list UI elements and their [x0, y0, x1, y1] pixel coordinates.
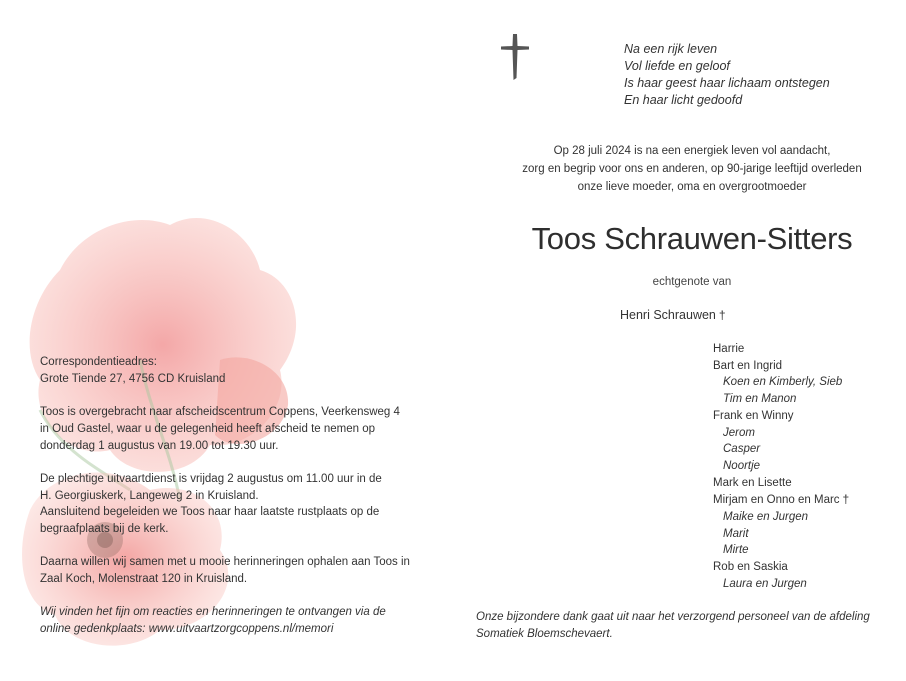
announcement — [480, 142, 904, 196]
family-member: Bart en Ingrid — [713, 359, 783, 372]
deceased-name: Toos Schrauwen-Sitters — [531, 221, 853, 256]
grandchild: Marit — [723, 527, 749, 540]
poem-line: Is haar geest haar lichaam ontstegen — [624, 76, 830, 90]
grandchild: Tim en Manon — [723, 393, 797, 406]
grandchild: Casper — [723, 443, 761, 456]
info-line: donderdag 1 augustus van 19.00 tot 19.30 uur. — [40, 439, 279, 452]
grandchild: Noortje — [723, 459, 761, 472]
announcement-line: zorg en begrip voor ons en anderen, op 90-jarige leeftijd overleden — [522, 163, 862, 175]
grandchild: Laura en Jurgen — [723, 577, 807, 590]
info-line: Correspondentieadres: — [40, 356, 157, 368]
grandchild: Maike en Jurgen — [723, 511, 809, 524]
spouse-label: echtgenote van — [652, 276, 732, 288]
info-line: online gedenkplaats: www.uitvaartzorgcoppens.nl/memori — [40, 623, 334, 636]
poem-line: Vol liefde en geloof — [624, 59, 730, 73]
family-member: Rob en Saskia — [713, 561, 788, 574]
poem-line: Na een rijk leven — [624, 42, 718, 56]
dagger-icon: † — [718, 308, 726, 322]
grandchild: Jerom — [723, 426, 755, 439]
info-line: Grote Tiende 27, 4756 CD Kruisland — [40, 372, 226, 385]
info-line: Daarna willen wij samen met u mooie herinneringen ophalen aan Toos in — [40, 556, 410, 569]
practical-info — [40, 354, 430, 655]
thanks-note — [476, 609, 886, 642]
family-member: Mark en Lisette — [713, 476, 792, 489]
spouse — [620, 308, 726, 322]
info-line: Wij vinden het fijn om reacties en herinneringen te ontvangen via de — [40, 606, 386, 619]
service-block — [40, 471, 430, 538]
viewing-block — [40, 404, 430, 454]
poem — [624, 41, 830, 109]
family-member: Harrie — [713, 343, 745, 355]
correspondence-block — [40, 354, 430, 387]
dagger-icon: † — [842, 492, 850, 507]
thanks-line: Onze bijzondere dank gaat uit naar het verzorgend personeel van de afdeling — [476, 611, 870, 623]
family-member-name: Mirjam en Onno en Marc — [713, 494, 840, 507]
cross-icon — [499, 34, 531, 80]
info-line: Toos is overgebracht naar afscheidscentrum Coppens, Veerkensweg 4 — [40, 406, 400, 419]
info-line: Aansluitend begeleiden we Toos naar haar laatste rustplaats op de — [40, 506, 380, 519]
grandchild: Koen en Kimberly, Sieb — [723, 376, 843, 389]
family-list — [713, 341, 849, 593]
info-line: in Oud Gastel, waar u de gelegenheid heeft afscheid te nemen op — [40, 422, 376, 435]
info-line: Zaal Koch, Molenstraat 120 in Kruisland. — [40, 573, 248, 586]
announcement-line: onze lieve moeder, oma en overgrootmoeder — [577, 181, 807, 193]
online-block — [40, 604, 430, 637]
info-line: begraafplaats bij de kerk. — [40, 523, 169, 535]
thanks-line: Somatiek Bloemschevaert. — [476, 627, 613, 640]
info-line: De plechtige uitvaartdienst is vrijdag 2 augustus om 11.00 uur in de — [40, 472, 382, 485]
family-member: Frank en Winny — [713, 409, 794, 422]
announcement-line: Op 28 juli 2024 is na een energiek leven vol aandacht, — [553, 145, 831, 157]
family-member — [713, 491, 849, 509]
memories-block — [40, 554, 430, 587]
spouse-name: Henri Schrauwen — [620, 308, 716, 322]
poem-line: En haar licht gedoofd — [624, 93, 743, 107]
grandchild: Mirte — [723, 544, 749, 557]
info-line: H. Georgiuskerk, Langeweg 2 in Kruisland. — [40, 489, 259, 502]
